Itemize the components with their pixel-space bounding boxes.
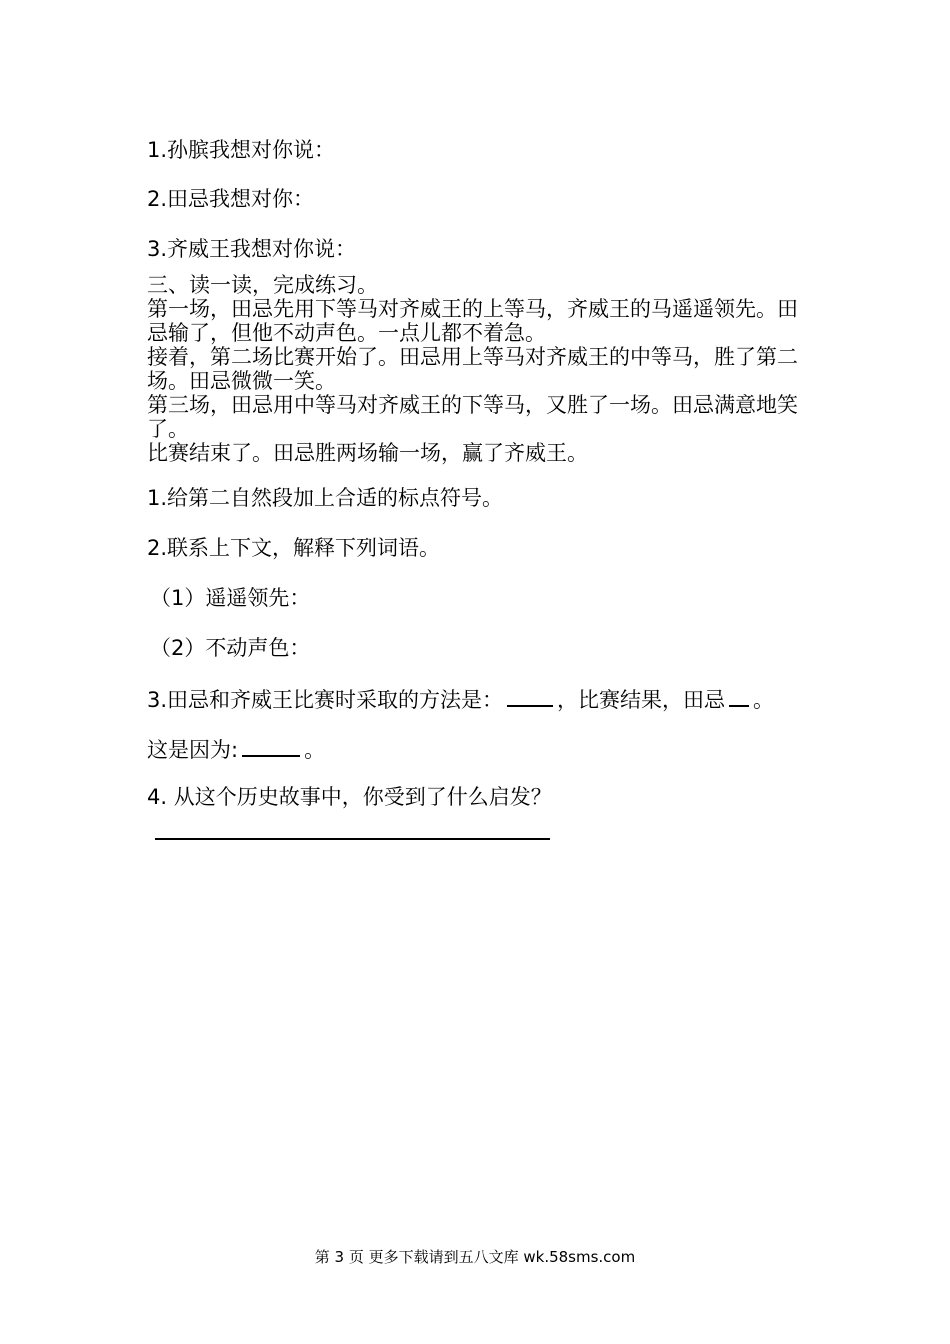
exercise-reason-text-1: 这是因为: <box>147 738 239 762</box>
fill-blank-method[interactable] <box>507 685 553 707</box>
exercise-inspiration: 4. 从这个历史故事中，你受到了什么启发？ <box>147 785 552 809</box>
answer-line[interactable] <box>155 838 550 840</box>
reading-passage <box>147 273 815 465</box>
exercise-word-2: （2）不动声色： <box>150 636 311 660</box>
question-qiweiwang: 3.齐威王我想对你说： <box>147 237 357 261</box>
exercise-reason <box>147 735 325 763</box>
passage-paragraph-4: 比赛结束了。田忌胜两场输一场，赢了齐威王。 <box>147 441 588 465</box>
fill-blank-reason[interactable] <box>242 735 300 757</box>
exercise-method <box>147 685 774 713</box>
fill-blank-result[interactable] <box>729 685 749 707</box>
question-sunbin: 1.孙膑我想对你说： <box>147 138 336 162</box>
exercise-punctuation: 1.给第二自然段加上合适的标点符号。 <box>147 486 504 510</box>
exercise-method-text-3: 。 <box>753 688 775 712</box>
exercise-explain-words: 2.联系上下文，解释下列词语。 <box>147 536 441 560</box>
exercise-reason-text-2: 。 <box>304 738 326 762</box>
section-heading: 三、读一读，完成练习。 <box>147 273 378 297</box>
passage-paragraph-3: 第三场，田忌用中等马对齐威王的下等马，又胜了一场。田忌满意地笑了。 <box>147 393 798 441</box>
exercise-method-text-1: 3.田忌和齐威王比赛时采取的方法是： <box>147 688 504 712</box>
exercise-word-1: （1）遥遥领先： <box>150 586 311 610</box>
passage-paragraph-2: 接着，第二场比赛开始了。田忌用上等马对齐威王的中等马，胜了第二场。田忌微微一笑。 <box>147 345 798 393</box>
question-tianji: 2.田忌我想对你： <box>147 187 315 211</box>
passage-paragraph-1: 第一场，田忌先用下等马对齐威王的上等马，齐威王的马遥遥领先。田忌输了，但他不动声色。一点儿都不着急。 <box>147 297 798 345</box>
page-footer: 第 3 页 更多下载请到五八文库 wk.58sms.com <box>314 1248 636 1266</box>
exercise-method-text-2: ，比赛结果，田忌 <box>557 688 726 712</box>
